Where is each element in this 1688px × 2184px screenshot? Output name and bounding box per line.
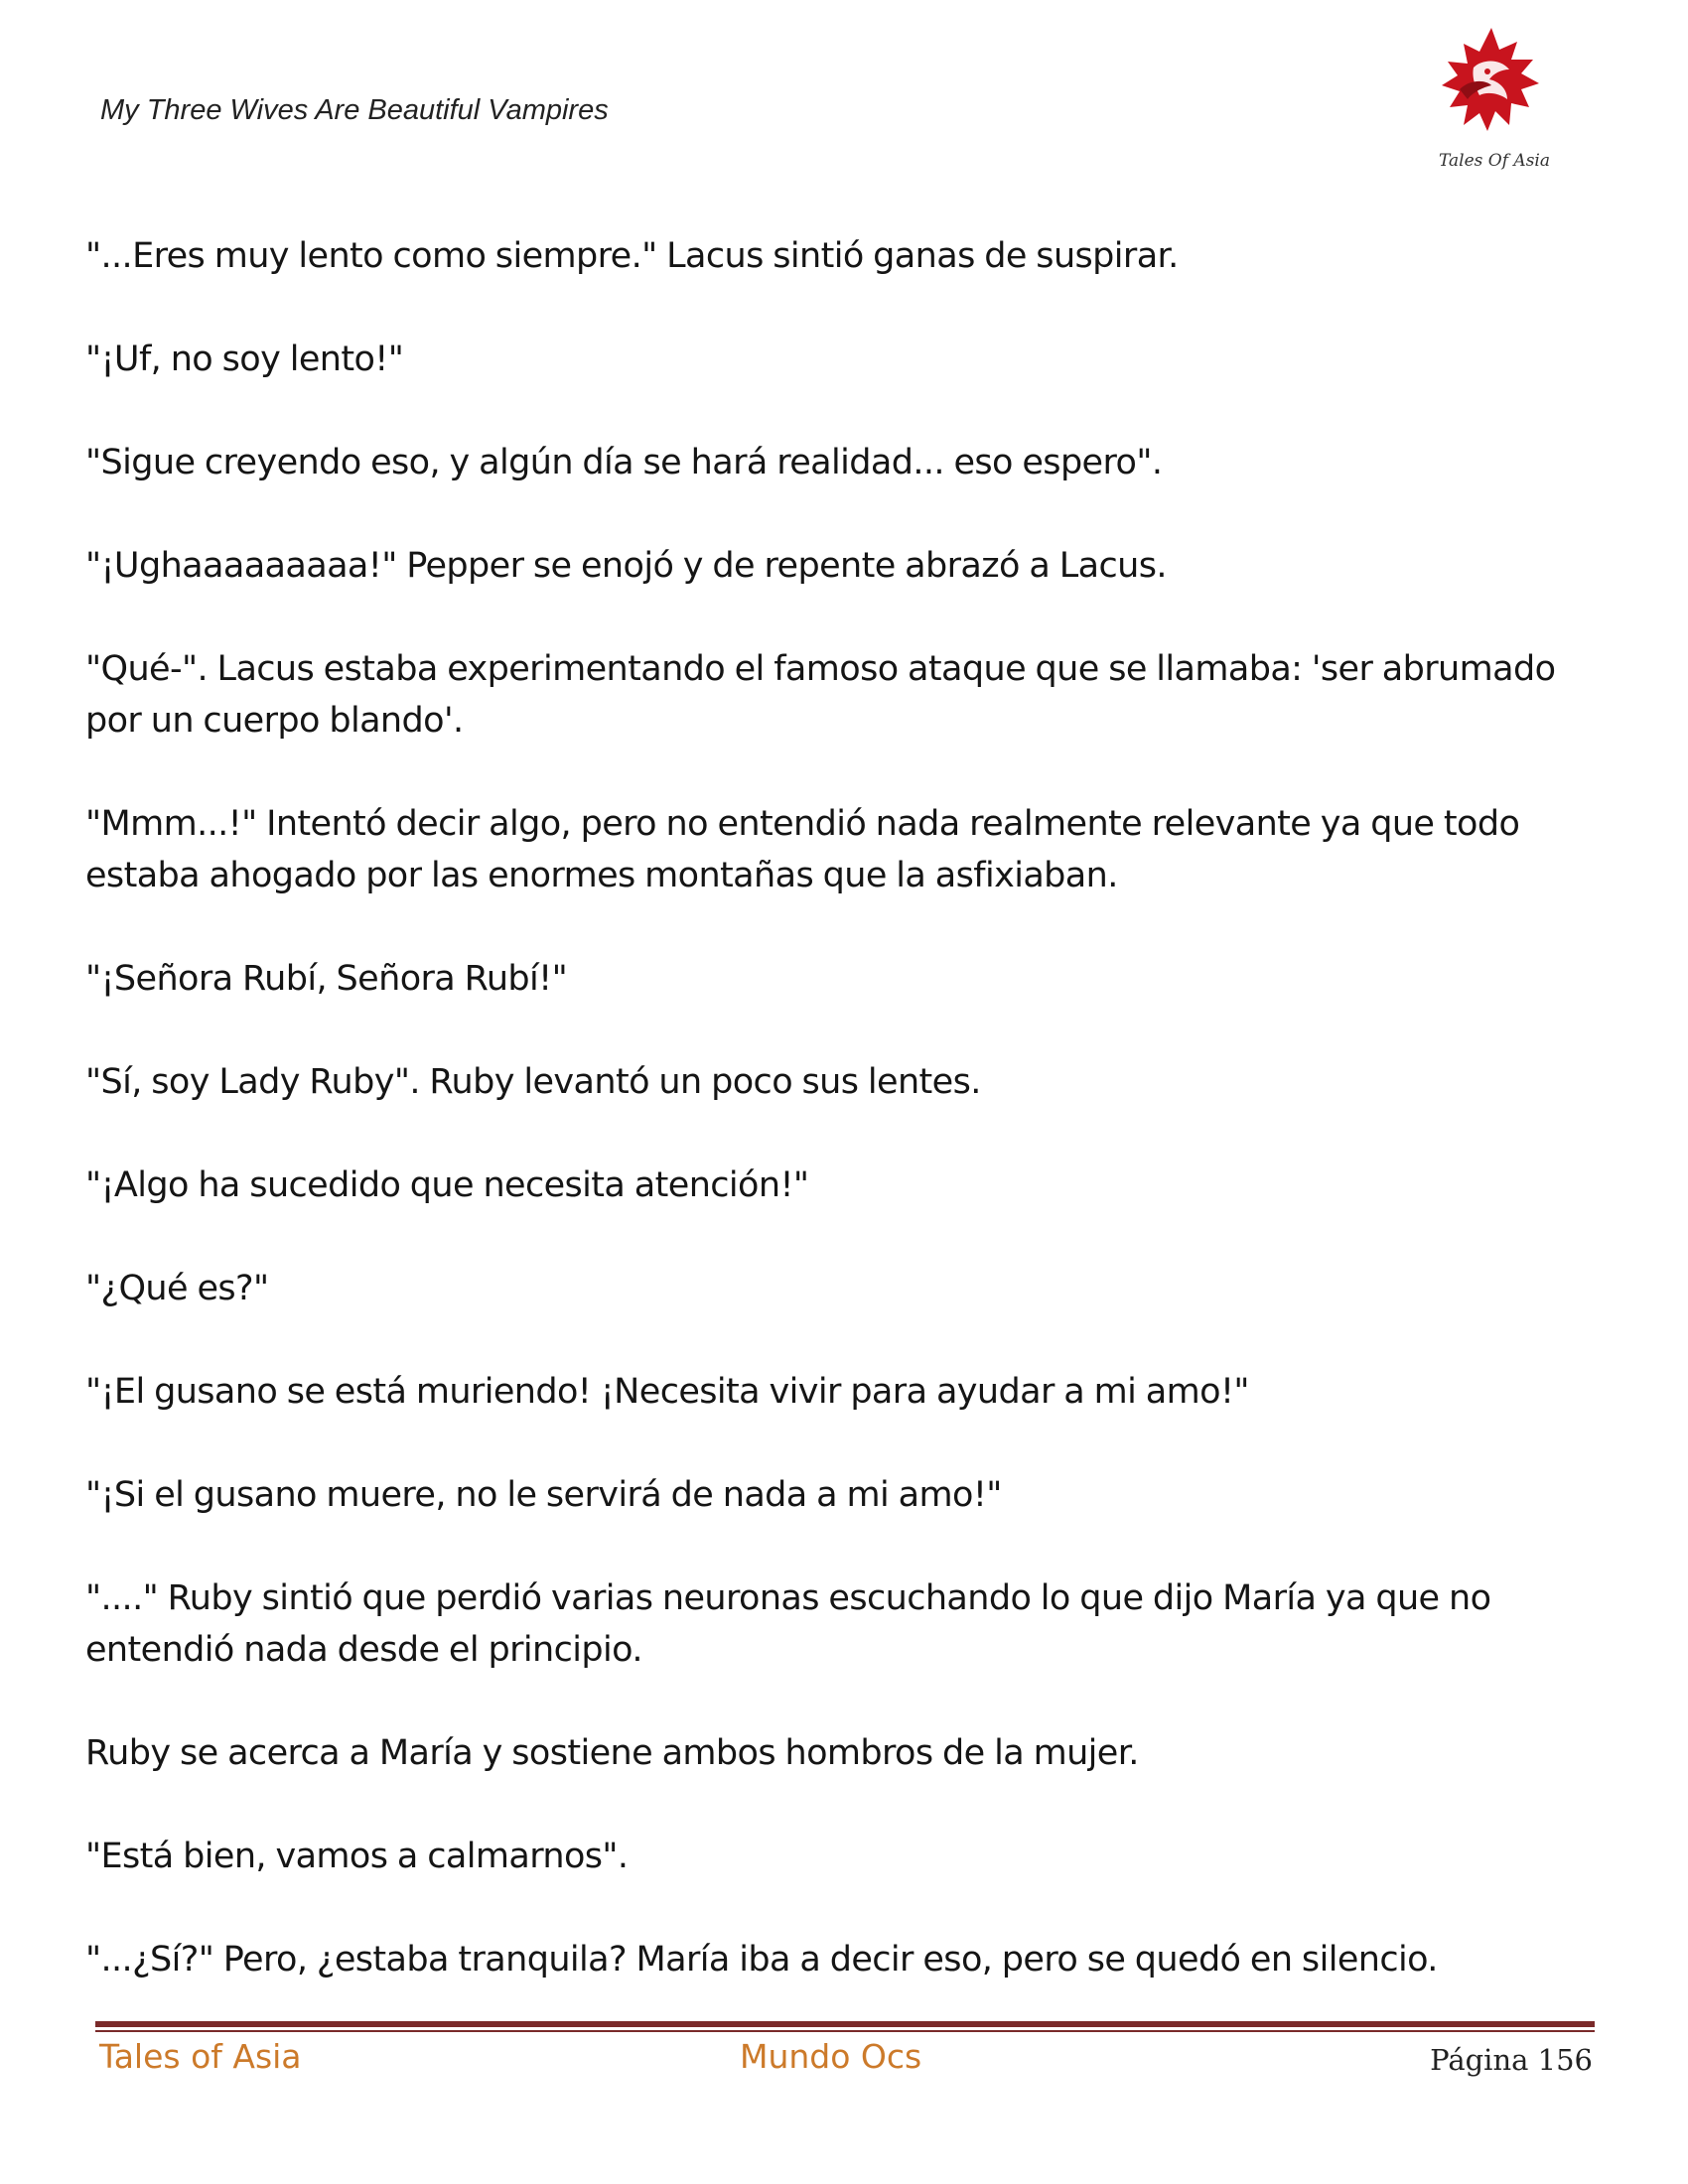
- logo-text: Tales Of Asia: [1439, 151, 1550, 171]
- paragraph: Ruby se acerca a María y sostiene ambos hombros de la mujer.: [85, 1733, 1139, 1773]
- page-header-title: My Three Wives Are Beautiful Vampires: [100, 94, 609, 126]
- chapter-body: [85, 230, 1605, 2037]
- paragraph: "...." Ruby sintió que perdió varias neuronas escuchando lo que dijo María ya que no entendió nada desde el principio.: [85, 1578, 1491, 1670]
- paragraph: "Está bien, vamos a calmarnos".: [85, 1837, 629, 1876]
- footer-rule-thick: [95, 2021, 1595, 2027]
- paragraph: "...Eres muy lento como siempre." Lacus sintió ganas de suspirar.: [85, 236, 1179, 276]
- footer-divider: [95, 2021, 1595, 2032]
- footer-translator: Mundo Ocs: [740, 2037, 922, 2076]
- paragraph: "¿Qué es?": [85, 1269, 269, 1308]
- footer-publisher: Tales of Asia: [99, 2037, 302, 2076]
- paragraph: "¡Si el gusano muere, no le servirá de nada a mi amo!": [85, 1475, 1002, 1515]
- paragraph: "Mmm...!" Intentó decir algo, pero no entendió nada realmente relevante ya que todo estaba ahogado por las enormes montañas que la asfixiaban.: [85, 804, 1520, 895]
- paragraph: "¡Ughaaaaaaaaa!" Pepper se enojó y de repente abrazó a Lacus.: [85, 546, 1167, 586]
- red-dragon-icon: [1430, 20, 1559, 149]
- publisher-logo: [1430, 20, 1559, 179]
- paragraph: "Sí, soy Lady Ruby". Ruby levantó un poco sus lentes.: [85, 1062, 981, 1102]
- paragraph: "¡El gusano se está muriendo! ¡Necesita vivir para ayudar a mi amo!": [85, 1372, 1249, 1412]
- paragraph: "Qué-". Lacus estaba experimentando el famoso ataque que se llamaba: 'ser abrumado por un cuerpo blando'.: [85, 649, 1556, 741]
- footer-rule-thin: [95, 2030, 1595, 2032]
- paragraph: "¡Uf, no soy lento!": [85, 340, 404, 379]
- paragraph: "...¿Sí?" Pero, ¿estaba tranquila? María iba a decir eso, pero se quedó en silencio.: [85, 1940, 1438, 1979]
- paragraph: "Sigue creyendo eso, y algún día se hará realidad... eso espero".: [85, 443, 1163, 482]
- paragraph: "¡Señora Rubí, Señora Rubí!": [85, 959, 568, 999]
- paragraph: "¡Algo ha sucedido que necesita atención!": [85, 1165, 809, 1205]
- page-number: Página 156: [1430, 2043, 1593, 2077]
